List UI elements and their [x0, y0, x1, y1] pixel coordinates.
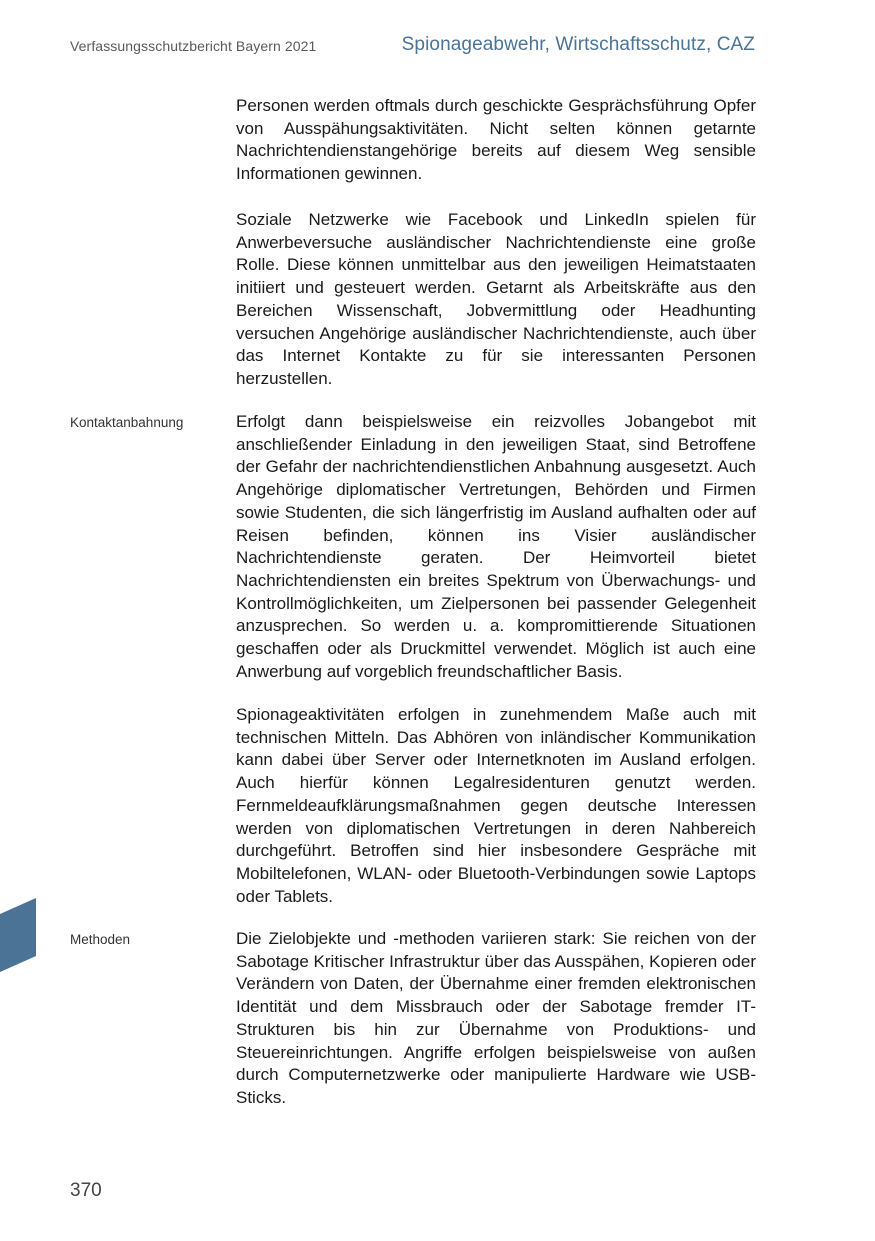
paragraph-kontaktanbahnung: Erfolgt dann beispielsweise ein reizvolles Jobangebot mit anschließender Einladung in den jeweiligen Staat, sind Betroffene der Gefahr der nachrichtendienstlichen Anbahnung ausgesetzt. Auch Angehörige diplomatischer Vertretungen, Behörden und Firmen sowie Studenten, die sich längerfristig im Ausland aufhalten oder auf Reisen befinden, können ins Visier ausländischer Nachrichtendienste geraten. Der Heimvorteil bietet Nachrichtendiensten ein breites Spektrum von Überwachungs- und Kontrollmöglichkeiten, um Zielpersonen bei passender Gelegenheit anzusprechen. So werden u. a. kompromittierende Situationen geschaffen oder als Druckmittel verwendet. Möglich ist auch eine Anwerbung auf vorgeblich freundschaftlicher Basis.: [236, 412, 756, 681]
page-number: 370: [70, 1180, 102, 1201]
chapter-title: Spionageabwehr, Wirtschaftsschutz, CAZ: [401, 34, 755, 55]
margin-note-methoden: Methoden: [70, 932, 131, 947]
report-title: Verfassungsschutzbericht Bayern 2021: [70, 38, 317, 54]
chapter-tab-marker: [0, 898, 36, 972]
margin-note-kontaktanbahnung: Kontaktanbahnung: [70, 415, 184, 430]
paragraph-gespraechsfuehrung: Personen werden oftmals durch geschickte Gesprächsführung Opfer von Ausspähungsaktivitäten. Nicht selten können getarnte Nachrichtendienstangehörige bereits auf diesem Weg sensible Informationen gewinnen.: [236, 96, 756, 184]
paragraph-soziale-netzwerke: Soziale Netzwerke wie Facebook und LinkedIn spielen für Anwerbeversuche ausländischer Nachrichtendienste eine große Rolle. Diese können unmittelbar aus den jeweiligen Heimatstaaten initiiert und gesteuert werden. Getarnt als Arbeitskräfte aus den Bereichen Wissenschaft, Jobvermittlung oder Headhunting versuchen Angehörige ausländischer Nachrichtendienste, auch über das Internet Kontakte zu für sie interessanten Personen herzustellen.: [236, 210, 756, 388]
paragraph-methoden: Die Zielobjekte und -methoden variieren stark: Sie reichen von der Sabotage Kritischer Infrastruktur über das Ausspähen, Kopieren oder Verändern von Daten, der Übernahme einer fremden elektronischen Identität und dem Missbrauch oder der Sabotage fremder IT-Strukturen bis hin zur Übernahme von Produktions- und Steuereinrichtungen. Angriffe erfolgen beispielsweise von außen durch Computernetzwerke oder manipulierte Hardware wie USB-Sticks.: [236, 929, 756, 1107]
paragraph-technische-mittel: Spionageaktivitäten erfolgen in zunehmendem Maße auch mit technischen Mitteln. Das Abhören von inländischer Kommunikation kann dabei über Server oder Internetknoten im Ausland erfolgen. Auch hierfür können Legalresidenturen genutzt werden. Fernmeldeaufklärungsmaßnahmen gegen deutsche Interessen werden von diplomatischen Vertretungen in deren Nahbereich durchgeführt. Betroffen sind hier insbesondere Gespräche mit Mobiltelefonen, WLAN- oder Bluetooth-Verbindungen sowie Laptops oder Tablets.: [236, 705, 756, 906]
